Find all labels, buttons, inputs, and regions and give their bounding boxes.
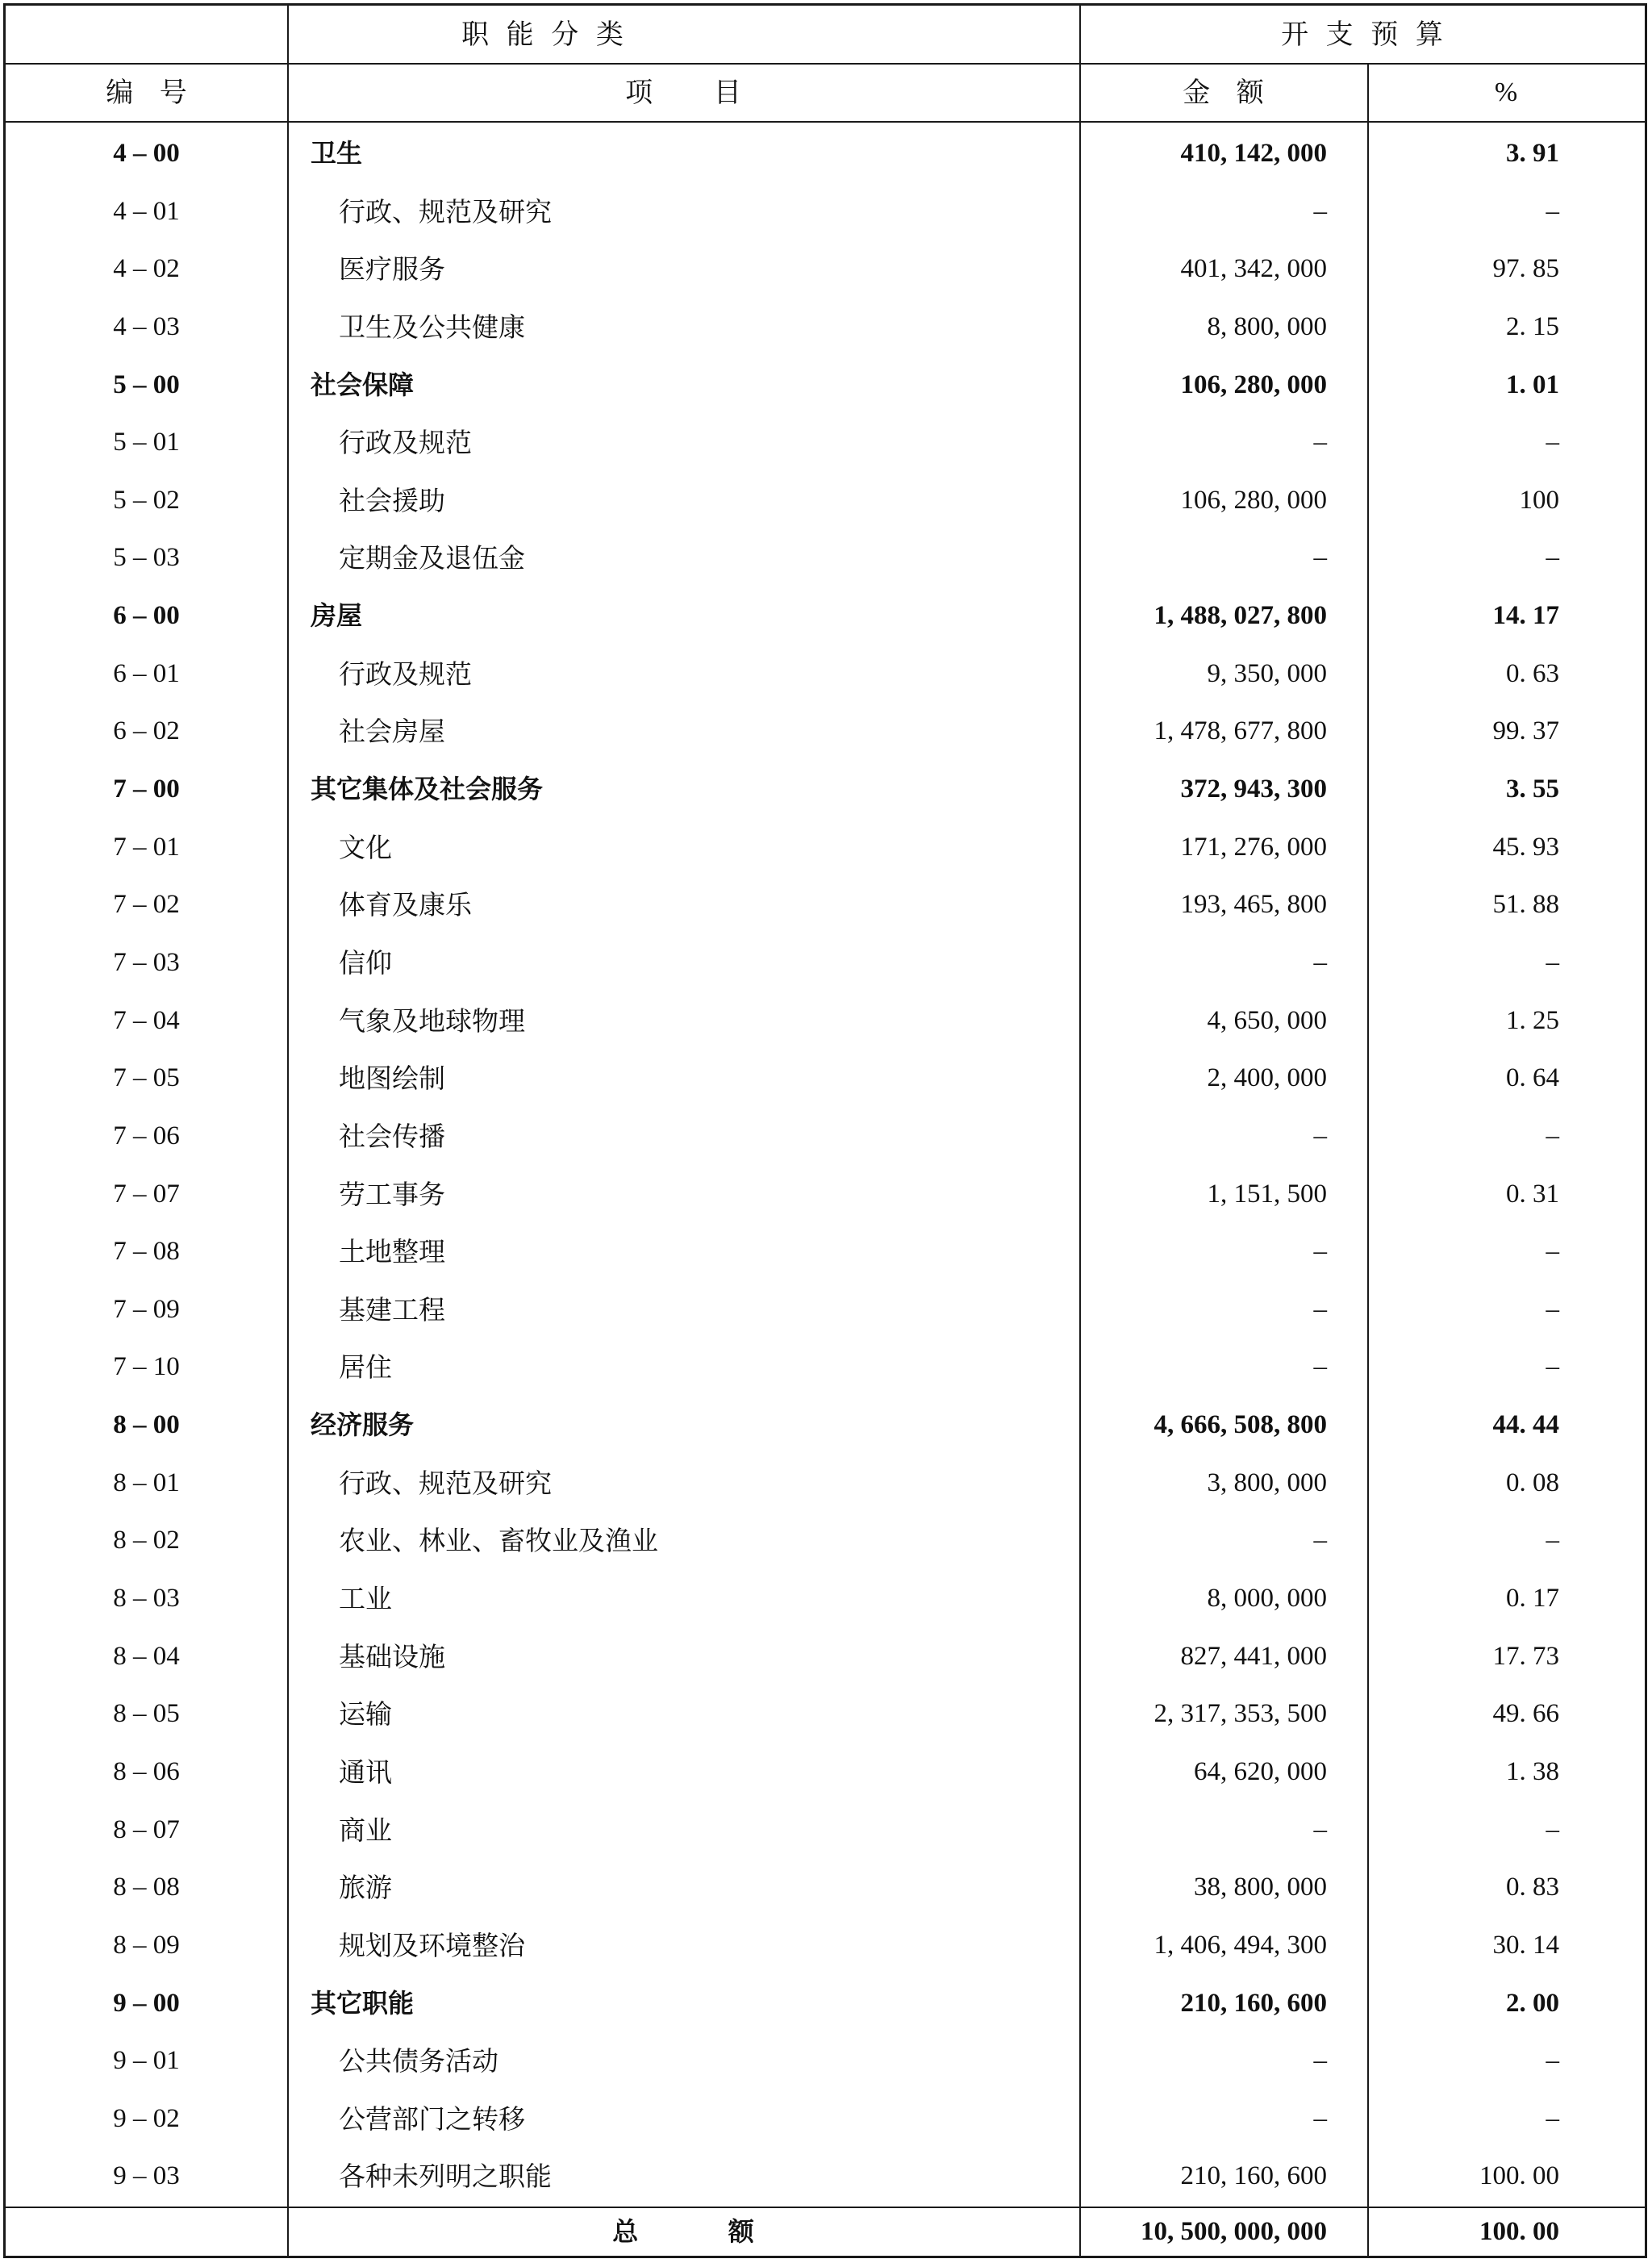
code-cell: 8 – 04: [113, 1641, 180, 1671]
amount-cell: 8, 000, 000: [1207, 1584, 1327, 1614]
percent-cell: 0. 63: [1506, 658, 1559, 688]
item-cell: 土地整理: [339, 1236, 445, 1268]
table-row: [6, 1050, 1645, 1108]
table-row: [6, 645, 1645, 704]
item-cell: 居住: [339, 1351, 392, 1384]
code-cell: 7 – 03: [113, 947, 180, 977]
amount-cell: 4, 650, 000: [1207, 1005, 1327, 1035]
item-cell: 工业: [339, 1583, 392, 1615]
amount-cell: 1, 478, 677, 800: [1153, 716, 1327, 746]
table-row: [6, 299, 1645, 357]
table-row: [6, 1685, 1645, 1743]
code-cell: 8 – 09: [113, 1930, 180, 1960]
table-row: [6, 1917, 1645, 1975]
amount-cell: –: [1313, 947, 1327, 977]
amount-cell: –: [1313, 2103, 1327, 2133]
table-row: [6, 1743, 1645, 1802]
table-row: [6, 1281, 1645, 1339]
code-cell: 5 – 00: [113, 370, 180, 399]
table-row: [6, 1975, 1645, 2033]
column-header-code: 编 号: [106, 77, 187, 109]
item-cell: 行政、规范及研究: [339, 195, 552, 228]
item-cell: 定期金及退伍金: [339, 542, 525, 574]
item-cell: 社会传播: [339, 1120, 445, 1152]
amount-cell: 8, 800, 000: [1207, 311, 1327, 341]
percent-cell: 45. 93: [1492, 832, 1559, 862]
percent-cell: 100: [1519, 485, 1559, 515]
table-row: [6, 529, 1645, 587]
code-cell: 7 – 10: [113, 1352, 180, 1382]
table-row: [6, 125, 1645, 183]
amount-cell: 210, 160, 600: [1180, 1988, 1327, 2018]
table-row: [6, 2148, 1645, 2206]
code-cell: 9 – 00: [113, 1988, 180, 2018]
code-cell: 8 – 00: [113, 1410, 180, 1440]
item-cell: 规划及环境整治: [339, 1929, 525, 1961]
amount-cell: 210, 160, 600: [1180, 2161, 1327, 2191]
percent-cell: 3. 55: [1506, 775, 1559, 804]
table-row: [6, 414, 1645, 472]
percent-cell: 0. 17: [1506, 1584, 1559, 1614]
amount-cell: –: [1313, 428, 1327, 457]
code-cell: 4 – 03: [113, 311, 180, 341]
table-row: [6, 357, 1645, 415]
percent-cell: 99. 37: [1492, 716, 1559, 746]
amount-cell: 38, 800, 000: [1194, 1873, 1327, 1902]
table-row: [6, 1397, 1645, 1455]
percent-cell: 100. 00: [1479, 2161, 1559, 2191]
code-cell: 7 – 09: [113, 1294, 180, 1324]
item-cell: 气象及地球物理: [339, 1004, 525, 1037]
table-row: [6, 1570, 1645, 1628]
code-cell: 8 – 06: [113, 1756, 180, 1786]
total-label: 总 额: [612, 2216, 754, 2247]
table-row: [6, 1166, 1645, 1224]
item-cell: 行政、规范及研究: [339, 1467, 552, 1499]
amount-cell: 171, 276, 000: [1180, 832, 1327, 862]
percent-cell: 0. 31: [1506, 1179, 1559, 1209]
amount-cell: 193, 465, 800: [1180, 890, 1327, 920]
code-cell: 7 – 06: [113, 1121, 180, 1150]
item-cell: 行政及规范: [339, 427, 472, 459]
code-cell: 9 – 03: [113, 2161, 180, 2191]
subheader-divider: [6, 121, 1645, 123]
item-cell: 商业: [339, 1814, 392, 1846]
item-cell: 劳工事务: [339, 1178, 445, 1210]
table-row: [6, 1859, 1645, 1917]
percent-cell: –: [1546, 428, 1559, 457]
amount-cell: –: [1313, 1121, 1327, 1150]
table-row: [6, 587, 1645, 645]
table-row: [6, 1512, 1645, 1570]
item-cell: 各种未列明之职能: [339, 2161, 552, 2193]
code-cell: 9 – 01: [113, 2046, 180, 2076]
code-cell: 8 – 01: [113, 1468, 180, 1497]
amount-cell: –: [1313, 196, 1327, 226]
code-cell: 8 – 08: [113, 1873, 180, 1902]
total-row: [6, 2208, 1645, 2256]
code-cell: 6 – 00: [113, 601, 180, 631]
code-cell: 4 – 00: [113, 139, 180, 168]
amount-cell: –: [1313, 1294, 1327, 1324]
percent-cell: 51. 88: [1492, 890, 1559, 920]
column-header-amount: 金 额: [1183, 77, 1264, 109]
header-divider: [6, 63, 1645, 65]
percent-cell: 3. 91: [1506, 139, 1559, 168]
item-cell: 体育及康乐: [339, 889, 472, 921]
item-cell: 公共债务活动: [339, 2045, 499, 2077]
code-cell: 7 – 02: [113, 890, 180, 920]
amount-cell: 372, 943, 300: [1180, 775, 1327, 804]
amount-cell: 2, 317, 353, 500: [1153, 1699, 1327, 1729]
percent-cell: –: [1546, 2046, 1559, 2076]
code-cell: 8 – 07: [113, 1814, 180, 1844]
percent-cell: 1. 25: [1506, 1005, 1559, 1035]
table-row: [6, 1338, 1645, 1397]
percent-cell: –: [1546, 1814, 1559, 1844]
code-cell: 7 – 05: [113, 1063, 180, 1093]
amount-cell: –: [1313, 1814, 1327, 1844]
column-header-item: 项 目: [625, 77, 741, 109]
amount-cell: –: [1313, 543, 1327, 573]
table-row: [6, 1108, 1645, 1166]
table-row: [6, 703, 1645, 761]
item-cell: 医疗服务: [339, 253, 445, 286]
item-cell: 卫生: [311, 138, 363, 169]
code-cell: 7 – 04: [113, 1005, 180, 1035]
amount-cell: 2, 400, 000: [1207, 1063, 1327, 1093]
percent-cell: –: [1546, 543, 1559, 573]
item-cell: 基建工程: [339, 1293, 445, 1326]
code-cell: 5 – 02: [113, 485, 180, 515]
item-cell: 社会保障: [311, 369, 415, 400]
amount-cell: –: [1313, 2046, 1327, 2076]
table-row: [6, 819, 1645, 877]
table-row: [6, 761, 1645, 819]
item-cell: 运输: [339, 1698, 392, 1731]
percent-cell: 17. 73: [1492, 1641, 1559, 1671]
amount-cell: 106, 280, 000: [1180, 485, 1327, 515]
total-percent: 100. 00: [1479, 2217, 1559, 2246]
amount-cell: 827, 441, 000: [1180, 1641, 1327, 1671]
percent-cell: –: [1546, 2103, 1559, 2133]
percent-cell: 44. 44: [1492, 1410, 1559, 1440]
percent-cell: 2. 15: [1506, 311, 1559, 341]
code-cell: 8 – 02: [113, 1526, 180, 1555]
code-cell: 4 – 02: [113, 254, 180, 284]
percent-cell: 97. 85: [1492, 254, 1559, 284]
item-cell: 社会房屋: [339, 716, 445, 748]
table-row: [6, 1628, 1645, 1686]
amount-cell: 64, 620, 000: [1194, 1756, 1327, 1786]
item-cell: 地图绘制: [339, 1063, 445, 1095]
amount-cell: –: [1313, 1526, 1327, 1555]
table-row: [6, 1223, 1645, 1281]
amount-cell: 401, 342, 000: [1180, 254, 1327, 284]
percent-cell: 0. 64: [1506, 1063, 1559, 1093]
item-cell: 经济服务: [311, 1409, 415, 1441]
table-row: [6, 1802, 1645, 1860]
code-cell: 5 – 01: [113, 428, 180, 457]
percent-cell: 1. 38: [1506, 1756, 1559, 1786]
item-cell: 农业、林业、畜牧业及渔业: [339, 1525, 658, 1557]
percent-cell: –: [1546, 1526, 1559, 1555]
percent-cell: –: [1546, 196, 1559, 226]
table-row: [6, 992, 1645, 1050]
item-cell: 行政及规范: [339, 658, 472, 690]
code-cell: 8 – 05: [113, 1699, 180, 1729]
header-functional-classification: 职 能 分 类: [461, 19, 624, 51]
amount-cell: 1, 151, 500: [1207, 1179, 1327, 1209]
table-body: [6, 125, 1645, 2206]
percent-cell: –: [1546, 947, 1559, 977]
amount-cell: 3, 800, 000: [1207, 1468, 1327, 1497]
item-cell: 其它集体及社会服务: [311, 774, 544, 805]
percent-cell: –: [1546, 1294, 1559, 1324]
table-row: [6, 472, 1645, 530]
table-row: [6, 2090, 1645, 2148]
code-cell: 5 – 03: [113, 543, 180, 573]
amount-cell: 410, 142, 000: [1180, 139, 1327, 168]
code-cell: 8 – 03: [113, 1584, 180, 1614]
amount-cell: 4, 666, 508, 800: [1153, 1410, 1327, 1440]
amount-cell: 1, 488, 027, 800: [1153, 601, 1327, 631]
amount-cell: –: [1313, 1352, 1327, 1382]
table-row: [6, 183, 1645, 241]
amount-cell: 9, 350, 000: [1207, 658, 1327, 688]
percent-cell: 14. 17: [1492, 601, 1559, 631]
code-cell: 4 – 01: [113, 196, 180, 226]
code-cell: 6 – 02: [113, 716, 180, 746]
table-row: [6, 1455, 1645, 1513]
item-cell: 公营部门之转移: [339, 2102, 525, 2135]
code-cell: 7 – 08: [113, 1237, 180, 1267]
percent-cell: –: [1546, 1352, 1559, 1382]
percent-cell: 0. 83: [1506, 1873, 1559, 1902]
item-cell: 基础设施: [339, 1640, 445, 1672]
table-row: [6, 876, 1645, 934]
table-row: [6, 240, 1645, 299]
code-cell: 9 – 02: [113, 2103, 180, 2133]
item-cell: 旅游: [339, 1872, 392, 1904]
code-cell: 7 – 01: [113, 832, 180, 862]
item-cell: 卫生及公共健康: [339, 311, 525, 343]
percent-cell: 1. 01: [1506, 370, 1559, 399]
header-expenditure-budget: 开 支 预 算: [1281, 19, 1443, 51]
percent-cell: 30. 14: [1492, 1930, 1559, 1960]
code-cell: 6 – 01: [113, 658, 180, 688]
item-cell: 房屋: [311, 600, 363, 632]
code-cell: 7 – 00: [113, 775, 180, 804]
budget-table: [3, 3, 1647, 2258]
column-header-percent: %: [1494, 77, 1518, 107]
item-cell: 信仰: [339, 946, 392, 979]
amount-cell: 1, 406, 494, 300: [1153, 1930, 1327, 1960]
percent-cell: –: [1546, 1237, 1559, 1267]
table-row: [6, 2032, 1645, 2090]
table-row: [6, 934, 1645, 992]
item-cell: 文化: [339, 831, 392, 863]
amount-cell: 106, 280, 000: [1180, 370, 1327, 399]
item-cell: 通讯: [339, 1756, 392, 1788]
percent-cell: 0. 08: [1506, 1468, 1559, 1497]
code-cell: 7 – 07: [113, 1179, 180, 1209]
item-cell: 社会援助: [339, 484, 445, 516]
amount-cell: –: [1313, 1237, 1327, 1267]
percent-cell: –: [1546, 1121, 1559, 1150]
percent-cell: 49. 66: [1492, 1699, 1559, 1729]
item-cell: 其它职能: [311, 1987, 415, 2019]
percent-cell: 2. 00: [1506, 1988, 1559, 2018]
total-amount: 10, 500, 000, 000: [1141, 2217, 1327, 2246]
